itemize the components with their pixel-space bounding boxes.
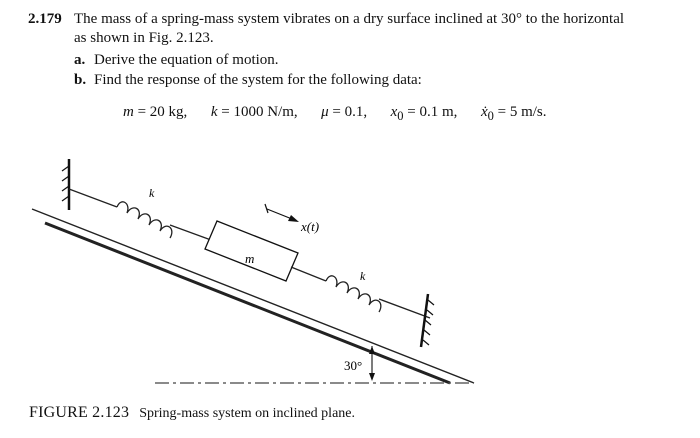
caption-text: Spring-mass system on inclined plane. <box>139 406 355 421</box>
figure-label: FIGURE 2.123 <box>29 404 130 421</box>
angle-label: 30° <box>344 358 363 373</box>
given-x0-subscript: 0 <box>397 109 404 123</box>
given-x0-value: = 0.1 m, <box>403 104 458 120</box>
problem-line-1 <box>28 10 688 29</box>
given-k-symbol: k <box>210 104 218 120</box>
given-xdot0-symbol: ẋ <box>480 104 488 120</box>
part-b-label: b. <box>74 72 87 88</box>
given-data <box>123 104 547 124</box>
given-xdot0-value: = 5 m/s. <box>493 104 547 120</box>
spring-label-left: k <box>149 186 155 200</box>
displacement-label: x(t) <box>301 219 320 234</box>
spring-mass-figure <box>0 150 700 395</box>
displacement-arrow <box>265 204 299 222</box>
part-a-label: a. <box>74 52 86 68</box>
part-a <box>28 51 688 70</box>
given-x0-symbol: x <box>390 104 398 120</box>
part-a-text: Derive the equation of motion. <box>94 52 279 68</box>
statement-line-2: as shown in Fig. 2.123. <box>74 30 214 46</box>
given-mu-value: = 0.1, <box>328 104 368 120</box>
left-wall <box>62 159 69 210</box>
figure-caption <box>29 404 355 422</box>
given-k-value: = 1000 N/m, <box>217 104 298 120</box>
right-wall <box>421 294 434 347</box>
problem-statement <box>28 10 688 90</box>
given-m-symbol: m <box>123 104 134 120</box>
problem-number: 2.179 <box>28 11 62 27</box>
given-xdot0-subscript: 0 <box>487 109 494 123</box>
given-mu-symbol: μ <box>321 104 329 120</box>
part-b <box>28 71 688 90</box>
given-m-value: = 20 kg, <box>133 104 188 120</box>
spring-label-right: k <box>360 269 366 283</box>
statement-line-1: The mass of a spring-mass system vibrates on a dry surface inclined at 30° to the horizontal <box>74 11 625 27</box>
part-b-text: Find the response of the system for the following data: <box>94 72 422 88</box>
mass-label: m <box>245 251 255 266</box>
